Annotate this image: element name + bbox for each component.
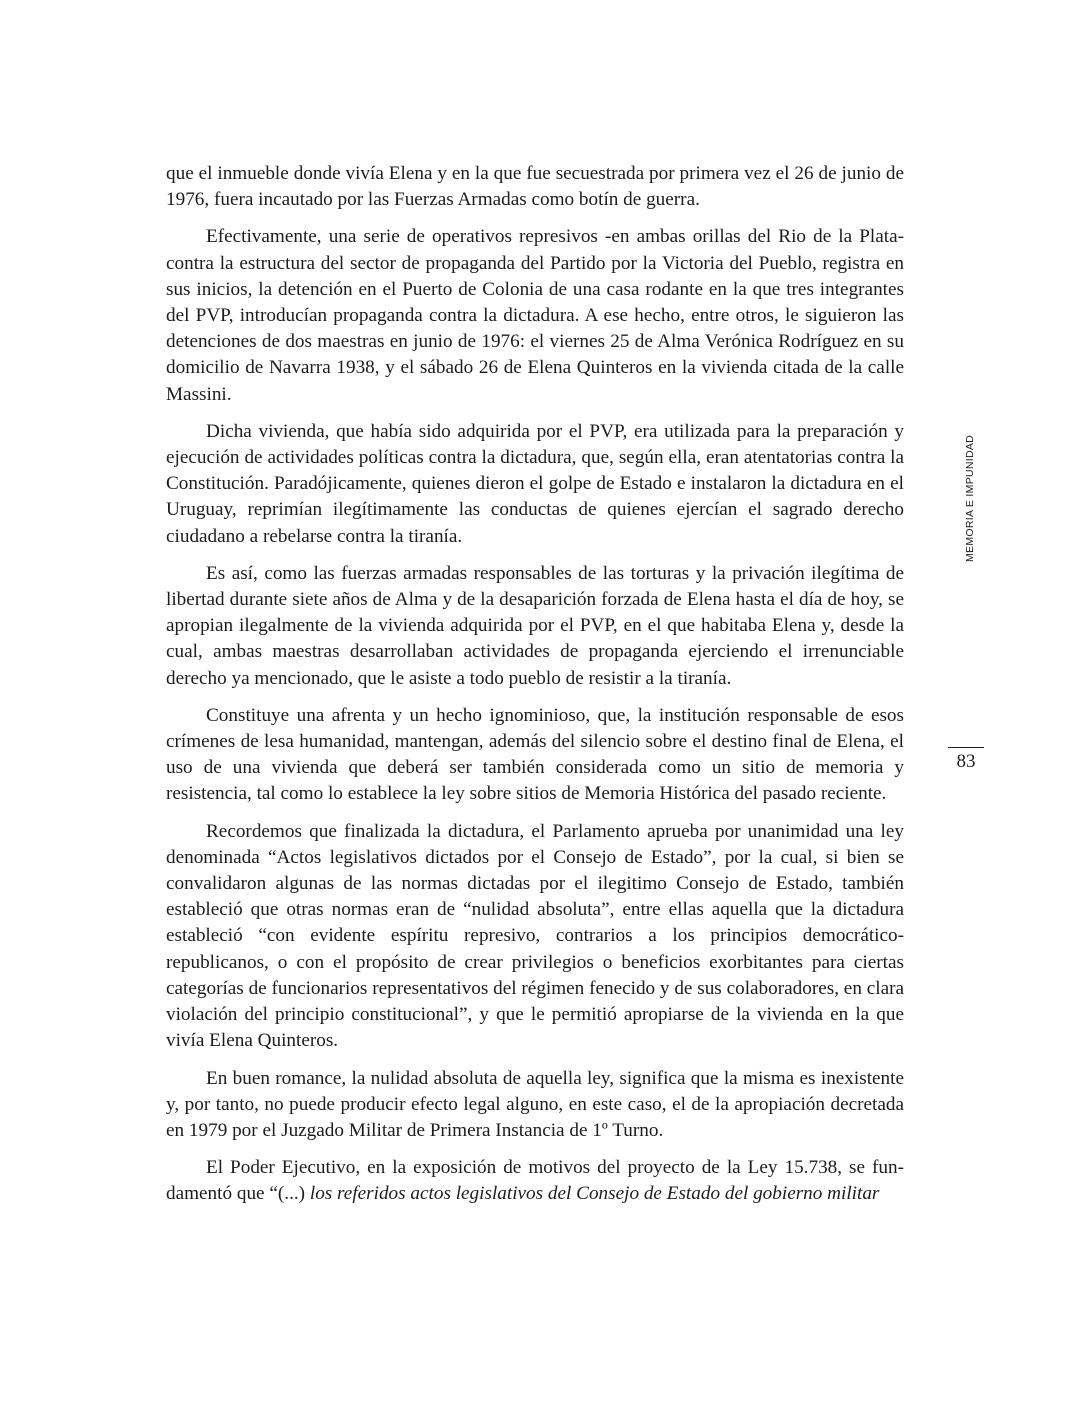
page-number: 83 [956, 751, 976, 772]
paragraph: Constituye una afrenta y un hecho ignominioso, que, la institución responsable de esos crímenes de lesa humanidad, mantengan, además del silencio sobre el destino final de Elena, el uso de una vivienda que deberá ser también considerada como un sitio de memoria y resistencia, tal como lo establece la ley sobre sitios de Memoria Histórica del pasado reciente. [166, 704, 904, 805]
paragraph: Recordemos que finalizada la dictadura, el Parlamento aprueba por unanimidad una ley denominada “Actos legislativos dictados por el Consejo de Estado”, por la cual, si bien se convalidaron algunas de las normas dictadas por el ilegitimo Consejo de Estado, también estableció que otras normas eran de “nulidad absoluta”, entre ellas aquella que la dictadura estableció “con evidente espíritu represivo, contrarios a los principios democrático-republicanos, o con el propósito de crear privilegios o beneficios exorbitantes para ciertas categorías de funcionarios representativos del régimen fenecido y de sus colaboradores, en clara violación del principio constitucional”, y que le permitió apropiarse de la vivienda en la que vivía Elena Quinteros. [166, 820, 904, 1052]
paragraph-lead-text: El Poder Ejecutivo, en la exposición de motivos del proyecto de la Ley 15.738, se fundamentó que “(...) [166, 1157, 904, 1205]
body-text [166, 161, 904, 1219]
folio-rule [948, 747, 984, 748]
paragraph: Efectivamente, una serie de operativos represivos -en ambas orillas del Rio de la Plata- contra la estructura del sector de propaganda del Partido por la Victoria del Pueblo, registra en sus inicios, la detención en el Puerto de Colonia de una casa rodante en la que tres integrantes del PVP, introducían propaganda contra la dictadura. A ese hecho, entre otros, le siguieron las detenciones de dos maestras en junio de 1976: el viernes 25 de Alma Verónica Rodríguez en su domicilio de Navarra 1938, y el sábado 26 de Elena Quinteros en la vivienda citada de la calle Massini. [166, 226, 904, 405]
paragraph: Es así, como las fuerzas armadas responsables de las torturas y la privación ilegítima de libertad durante siete años de Alma y de la desaparición forzada de Elena hasta el día de hoy, se apropian ilegalmente de la vivienda adquirida por el PVP, en el que habitaba Elena y, desde la cual, ambas maestras desarrollaban actividades de propaganda ejerciendo el irrenunciable derecho ya mencionado, que le asiste a todo pueblo de resistir a la tiranía. [166, 562, 904, 689]
paragraph-last [166, 1155, 904, 1207]
italic-quote: los referidos actos legislativos del Consejo de Estado del gobierno militar [309, 1183, 880, 1205]
paragraph: que el inmueble donde vivía Elena y en la que fue secuestrada por primera vez el 26 de junio de 1976, fuera incautado por las Fuerzas Armadas como botín de guerra. [166, 163, 904, 211]
running-head: MEMORIA E IMPUNIDAD [964, 434, 976, 562]
paragraph: Dicha vivienda, que había sido adquirida por el PVP, era utilizada para la preparación y ejecución de actividades políticas contra la dictadura, que, según ella, eran atentatorias contra la Constitución. Paradójicamente, quienes dieron el golpe de Estado e instalaron la dictadura en el Uruguay, reprimían ilegítimamente las conductas de quienes ejercían el sagrado derecho ciudadano a rebelarse contra la tiranía. [166, 420, 904, 547]
paragraph: En buen romance, la nulidad absoluta de aquella ley, significa que la misma es inexistente y, por tanto, no puede producir efecto legal alguno, en este caso, el de la apropiación decretada en 1979 por el Juzgado Militar de Primera Instancia de 1º Turno. [166, 1067, 904, 1141]
